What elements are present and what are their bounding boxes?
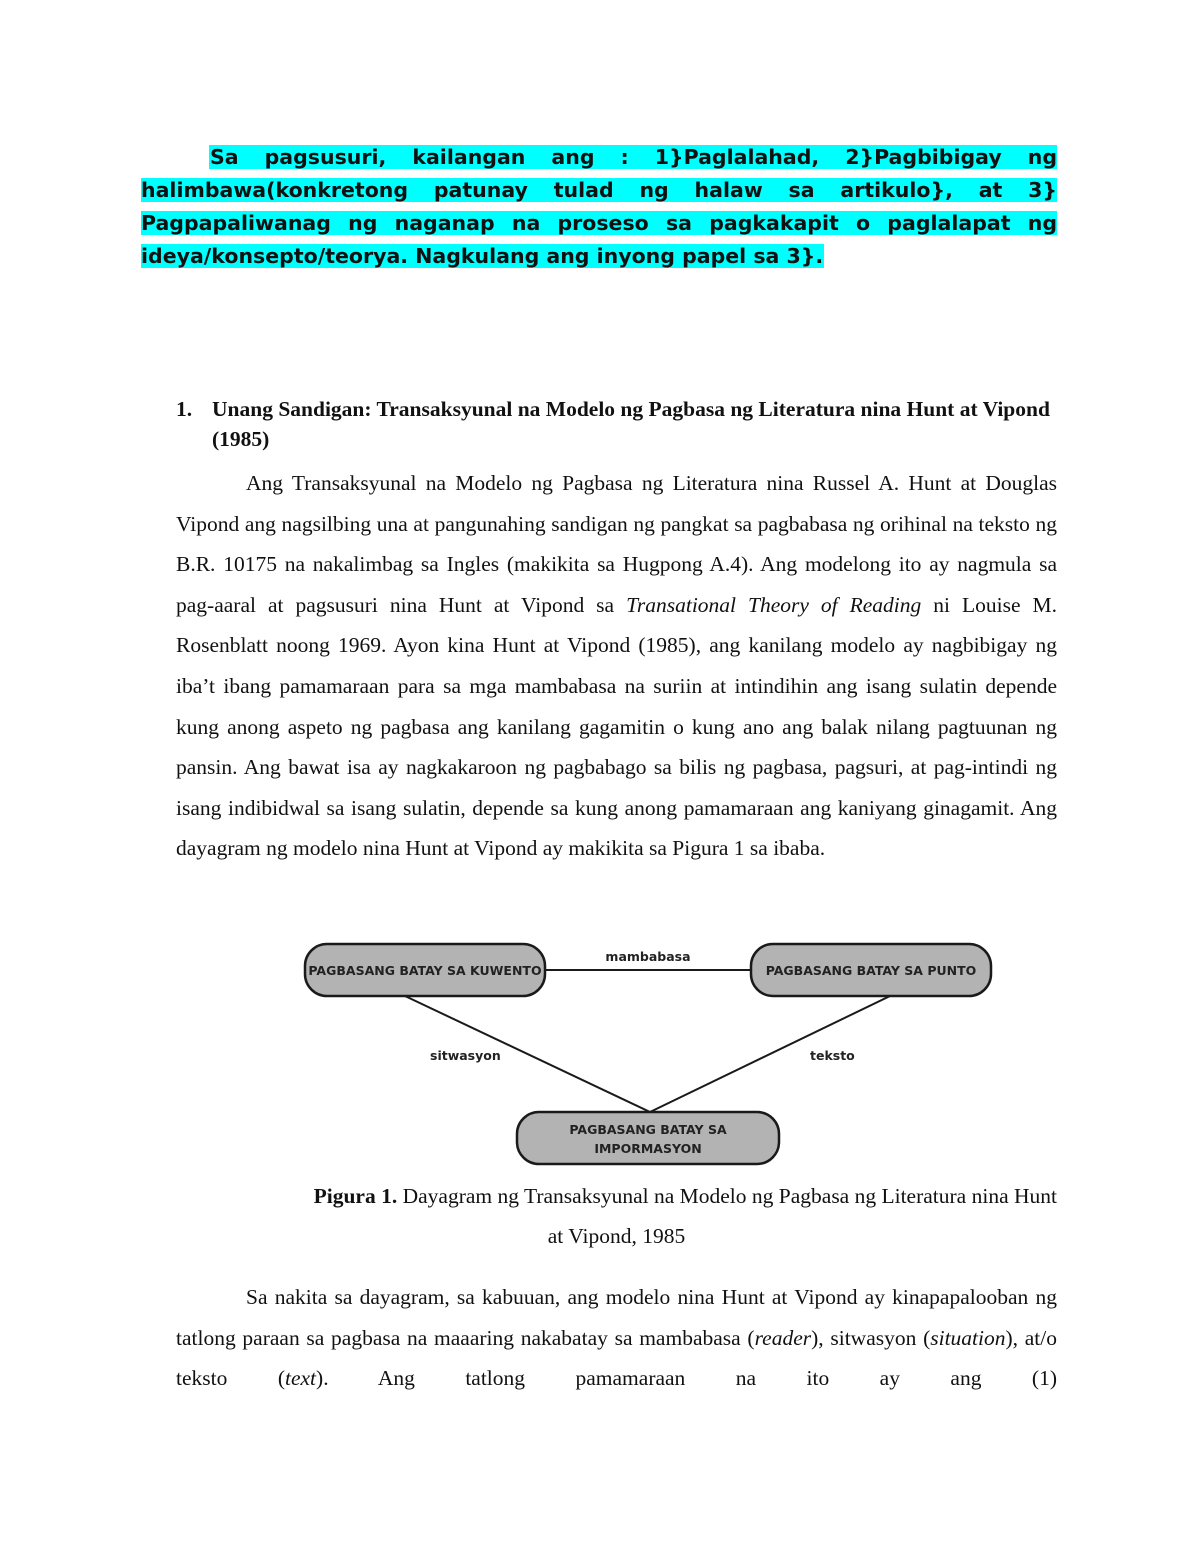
p2-text-d: ). Ang tatlong pamamaraan na ito ay ang (1) [316,1366,1057,1391]
caption-label: Pigura 1. [313,1184,398,1208]
paragraph1-text-b: ni Louise M. Rosenblatt noong 1969. Ayon kina Hunt at Vipond (1985), ang kanilang modelo ay nagbibigay ng iba’t ibang pamamaraan para sa mga mambabasa na suriin at intindihin ang isang sulatin depende kung anong aspeto ng pagbasa ang kanilang gagamitin o kung ano ang balak nilang pagtuunan ng pansin. Ang bawat isa ay nagkakaroon ng pagbabago sa bilis ng pagbasa, pagsuri, at pag-intindi ng isang indibidwal sa isang sulatin, depende sa kung anong pamamaraan ang kaniyang ginagamit. Ang dayagram ng modelo nina Hunt at Vipond ay makikita sa Pigura 1 sa ibaba. [176,592,1057,861]
p2-text-c: ), at/o teksto ( [176,1325,1057,1391]
box-impormasyon-label-2: IMPORMASYON [594,1141,702,1156]
label-teksto: teksto [810,1048,855,1063]
p2-text-b: ), sitwasyon ( [811,1325,931,1350]
box-impormasyon-label-1: PAGBASANG BATAY SA [569,1122,727,1137]
section-heading [176,394,1061,454]
body-paragraph-2 [176,1277,1057,1399]
box-kuwento-label: PAGBASANG BATAY SA KUWENTO [308,963,542,978]
caption-text: Dayagram ng Transaksyunal na Modelo ng Pagbasa ng Literatura nina Hunt [397,1184,1057,1208]
label-sitwasyon: sitwasyon [430,1048,501,1063]
paragraph1-text-a: Ang Transaksyunal na Modelo ng Pagbasa ng Literatura nina Russel A. Hunt at Douglas Vipond ang nagsilbing una at pangunahing sandigan ng pangkat sa pagbabasa ng orihinal na teksto ng B.R. 10175 na nakalimbag sa Ingles (makikita sa Hugpong A.4). Ang modelong ito ay nagmula sa pag-aaral at pagsusuri nina Hunt at Vipond sa [176,471,1057,617]
section-title: Unang Sandigan: Transaksyunal na Modelo ng Pagbasa ng Literatura nina Hunt at Vipond (1985) [212,397,1050,451]
p2-italic-reader: reader [754,1325,812,1350]
caption-line-2: at Vipond, 1985 [547,1224,686,1248]
p2-italic-text: text [284,1366,317,1391]
paragraph1-italic-title: Transational Theory of Reading [626,592,922,617]
transactional-model-diagram [300,938,1000,1170]
figure-caption [176,1176,1057,1256]
highlighted-feedback: Sa pagsusuri, kailangan ang : 1}Paglalahad, 2}Pagbibigay ng halimbawa(konkretong patunay tulad ng halaw sa artikulo}, at 3} Pagpapaliwanag ng naganap na proseso sa pagkakapit o paglalapat ng ideya/konsepto/teorya. Nagkulang ang inyong papel sa 3}. [141,145,1057,268]
section-number: 1. [176,397,193,421]
p2-text-a: Sa nakita sa dayagram, sa kabuuan, ang modelo nina Hunt at Vipond ay kinapapalooban ng tatlong paraan sa pagbasa na maaaring nakabatay sa mambabasa ( [176,1285,1057,1350]
feedback-note [141,141,1057,273]
p2-italic-situation: situation [930,1325,1006,1350]
box-impormasyon [517,1112,779,1164]
caption-line-1 [176,1176,1057,1216]
box-punto-label: PAGBASANG BATAY SA PUNTO [765,963,977,978]
label-mambabasa: mambabasa [605,949,691,964]
body-paragraph-1 [176,463,1057,869]
